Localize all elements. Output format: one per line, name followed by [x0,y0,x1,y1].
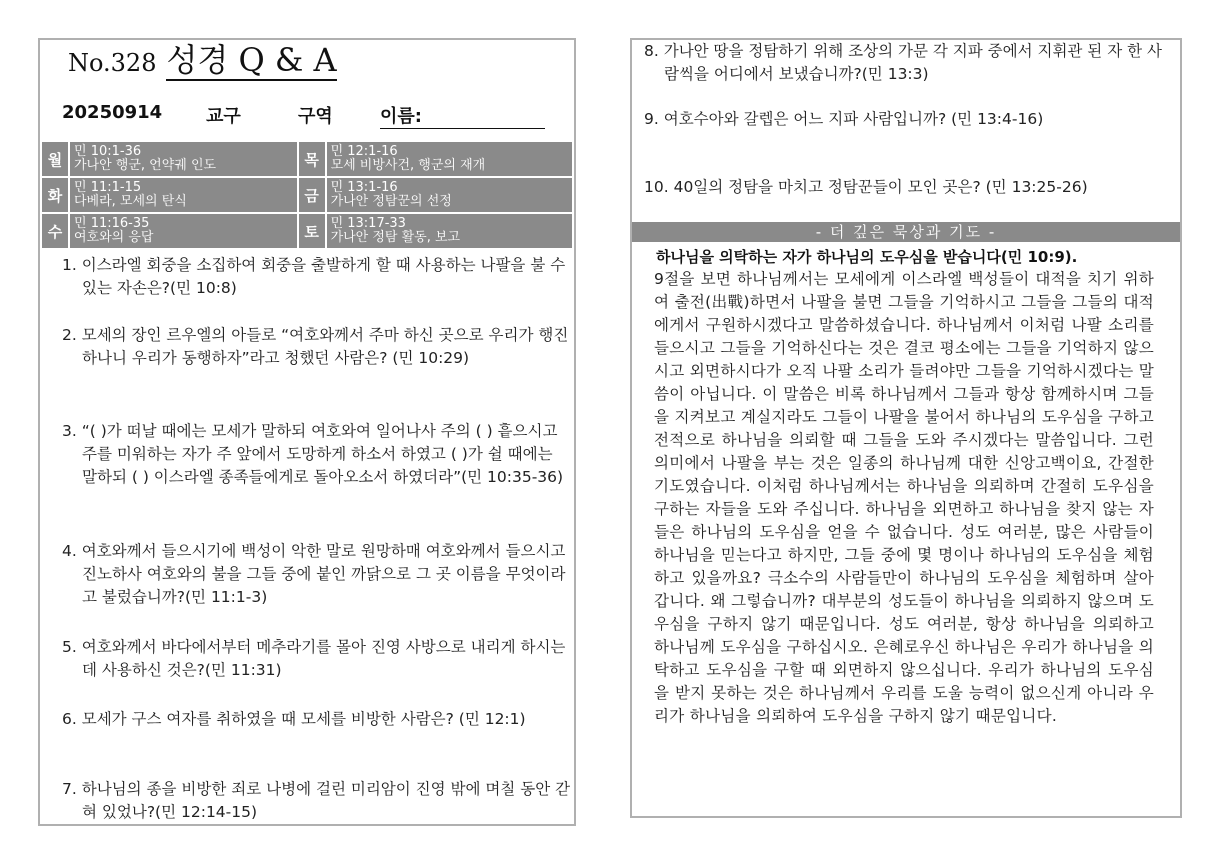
zone-label: 구역 [298,106,333,127]
question-3: 3. “( )가 떠날 때에는 모세가 말하되 여호와여 일어나사 주의 ( ) 흩으시고 주를 미워하는 자가 주 앞에서 도망하게 하소서 하였고 ( )가 쉴 때에는 말하되 ( ) 이스라엘 종족들에게로 돌아오소서 하였더라”(민 10:35-36) [62,422,564,486]
meditation-body: 9절을 보면 하나님께서는 모세에게 이스라엘 백성들이 대적을 치기 위하여 출전(出戰)하면서 나팔을 불면 그들을 기억하시고 그들을 그들의 대적에게서 구원하시겠다고 말씀하셨습니다. 하나님께서 이처럼 나팔 소리를 들으시고 그들을 기억하신다는 것은 결코 평소에는 그들을 기억하지 않으시고 외면하시다가 오직 나팔 소리가 들려야만 그들을 기억하시겠다는 말씀이 아닙니다. 이 말씀은 비록 하나님께서 그들과 항상 함께하시며 그들을 지켜보고 계실지라도 그들이 나팔을 불어서 하나님의 도우심을 구하고 전적으로 하나님을 의뢰할 때 그들을 도와 주시겠다는 말씀입니다. 그런 의미에서 나팔을 부는 것은 일종의 하나님께 대한 신앙고백이요, 간절한 기도였습니다. 이처럼 하나님께서는 하나님을 의뢰하며 간절히 도우심을 구하는 자들을 도와 주십니다. 하나님을 외면하고 하나님을 찾지 않는 자들은 하나님의 도우심을 얻을 수 없습니다. 성도 여러분, 많은 사람들이 하나님을 믿는다고 하지만, 그들 중에 몇 명이나 하나님의 도우심을 체험하고 있을까요? 극소수의 사람들만이 하나님의 도우심을 체험하며 살아갑니다. 왜 그렇습니까? 대부분의 성도들이 하나님을 의뢰하지 않으며 도우심을 구하지 않기 때문입니다. 성도 여러분, 항상 하나님을 의뢰하고 하나님께 도우심을 구하십시오. 은혜로우신 하나님은 우리가 하나님을 의탁하고 도우심을 구할 때 외면하지 않으십니다. 우리가 하나님의 도우심을 받지 못하는 것은 하나님께서 우리를 도울 능력이 없으신게 아니라 우리가 하나님을 의뢰하여 도우심을 구하지 않기 때문입니다. [654,270,1155,725]
district-label: 교구 [206,106,241,127]
schedule-topic: 가나안 정탐 활동, 보고 [330,230,461,245]
schedule-topic: 모세 비방사건, 행군의 재개 [330,158,486,173]
left-panel [38,38,576,826]
schedule-reading [69,141,298,177]
schedule-row [41,213,573,249]
issue-number: No.328 [68,49,157,77]
question-4: 4. 여호와께서 들으시기에 백성이 악한 말로 원망하매 여호와께서 들으시고 진노하사 여호와의 불을 그들 중에 붙인 까닭으로 그 곳 이름을 무엇이라고 불렀습니까?(민 11:1-3) [62,542,566,606]
question-2: 2. 모세의 장인 르우엘의 아들로 “여호와께서 주마 하신 곳으로 우리가 행진하나니 우리가 동행하자”라고 청했던 사람은? (민 10:29) [62,326,569,367]
right-panel [630,38,1182,818]
question-6: 6. 모세가 구스 여자를 취하였을 때 모세를 비방한 사람은? (민 12:1) [62,710,526,728]
question-9: 9. 여호수아와 갈렙은 어느 지파 사람입니까? (민 13:4-16) [644,110,1044,128]
schedule-ref: 민 10:1-36 [74,144,142,159]
schedule-day: 토 [298,213,326,249]
reading-schedule [40,140,574,250]
question-10: 10. 40일의 정탐을 마치고 정탐꾼들이 모인 곳은? (민 13:25-26) [644,178,1088,196]
schedule-topic: 여호와의 응답 [74,230,154,245]
page-title: 성경 Q & A [166,41,337,79]
schedule-row [41,177,573,213]
schedule-reading [69,213,298,249]
schedule-ref: 민 11:16-35 [74,216,150,231]
question-5: 5. 여호와께서 바다에서부터 메추라기를 몰아 진영 사방으로 내리게 하시는데 사용하신 것은?(민 11:31) [62,638,566,679]
question-8: 8. 가나안 땅을 정탐하기 위해 조상의 가문 각 지파 중에서 지휘관 된 자 한 사람씩을 어디에서 보냈습니까?(민 13:3) [644,42,1162,83]
schedule-topic: 다베라, 모세의 탄식 [74,194,187,209]
question-7: 7. 하나님의 종을 비방한 죄로 나병에 걸린 미리암이 진영 밖에 며칠 동안 갇혀 있었나?(민 12:14-15) [62,780,571,821]
schedule-ref: 민 12:1-16 [330,144,398,159]
schedule-topic: 가나안 정탐꾼의 선정 [330,194,452,209]
schedule-ref: 민 13:17-33 [330,216,406,231]
meta-row: 20250914 교구 구역 이름: [62,102,562,126]
question-1: 1. 이스라엘 회중을 소집하여 회중을 출발하게 할 때 사용하는 나팔을 불 수 있는 자손은?(민 10:8) [62,256,566,297]
title-row [68,42,337,81]
schedule-day: 화 [41,177,69,213]
schedule-reading [326,177,573,213]
schedule-day: 목 [298,141,326,177]
schedule-row [41,141,573,177]
meditation-banner: - 더 깊은 묵상과 기도 - [632,222,1180,242]
schedule-topic: 가나안 행군, 언약궤 인도 [74,158,217,173]
schedule-ref: 민 13:1-16 [330,180,398,195]
schedule-reading [326,213,573,249]
schedule-day: 금 [298,177,326,213]
schedule-day: 수 [41,213,69,249]
meditation-heading: 하나님을 의탁하는 자가 하나님의 도우심을 받습니다(민 10:9). [656,248,1078,266]
schedule-reading [69,177,298,213]
schedule-day: 월 [41,141,69,177]
schedule-ref: 민 11:1-15 [74,180,142,195]
date: 20250914 [62,102,163,123]
schedule-reading [326,141,573,177]
